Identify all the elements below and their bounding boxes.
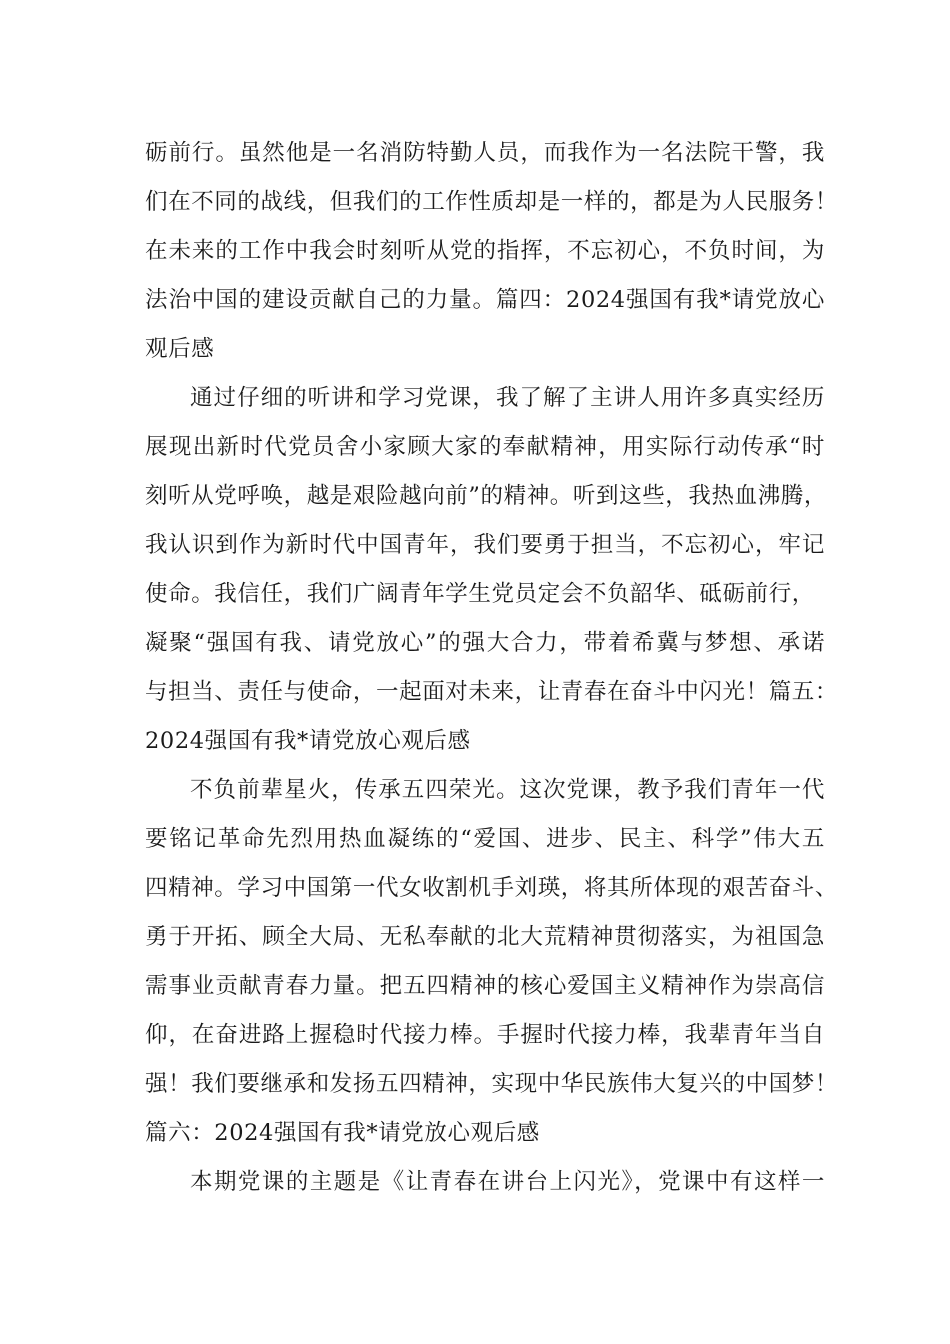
text-line: 本期党课的主题是《让青春在讲台上闪光》，党课中有这样一 <box>190 1169 825 1195</box>
text-line: 在未来的工作中我会时刻听从党的指挥，不忘初心，不负时间，为 <box>145 238 825 264</box>
text-line: 法治中国的建设贡献自己的力量。篇四：2024强国有我*请党放心 <box>145 287 825 313</box>
text-line: 通过仔细的听讲和学习党课，我了解了主讲人用许多真实经历 <box>190 385 825 411</box>
text-line: 强！我们要继承和发扬五四精神，实现中华民族伟大复兴的中国梦！ <box>145 1071 839 1097</box>
text-line: 们在不同的战线，但我们的工作性质却是一样的，都是为人民服务！ <box>145 189 839 215</box>
text-line: 与担当、责任与使命，一起面对未来，让青春在奋斗中闪光！篇五： <box>145 679 839 705</box>
text-line: 需事业贡献青春力量。把五四精神的核心爱国主义精神作为崇高信 <box>145 973 825 999</box>
text-line: 砺前行。虽然他是一名消防特勤人员，而我作为一名法院干警，我 <box>145 140 825 166</box>
text-line: 我认识到作为新时代中国青年，我们要勇于担当，不忘初心，牢记 <box>145 532 825 558</box>
text-line: 勇于开拓、顾全大局、无私奉献的北大荒精神贯彻落实，为祖国急 <box>145 924 825 950</box>
text-line: 不负前辈星火，传承五四荣光。这次党课，教予我们青年一代 <box>190 777 825 803</box>
text-line: 刻听从党呼唤，越是艰险越向前”的精神。听到这些，我热血沸腾， <box>145 483 828 509</box>
text-line: 要铭记革命先烈用热血凝练的“爱国、进步、民主、科学”伟大五 <box>145 826 825 852</box>
document-body <box>145 132 839 1210</box>
text-line: 使命。我信任，我们广阔青年学生党员定会不负韶华、砥砺前行， <box>145 581 815 607</box>
text-line: 凝聚“强国有我、请党放心”的强大合力，带着希冀与梦想、承诺 <box>145 630 825 656</box>
text-line: 2024强国有我*请党放心观后感 <box>145 728 471 754</box>
text-line: 观后感 <box>145 336 215 362</box>
text-line: 篇六：2024强国有我*请党放心观后感 <box>145 1120 540 1146</box>
text-line: 仰，在奋进路上握稳时代接力棒。手握时代接力棒，我辈青年当自 <box>145 1022 825 1048</box>
text-line: 展现出新时代党员舍小家顾大家的奉献精神，用实际行动传承“时 <box>145 434 825 460</box>
text-line: 四精神。学习中国第一代女收割机手刘瑛，将其所体现的艰苦奋斗、 <box>145 875 839 901</box>
